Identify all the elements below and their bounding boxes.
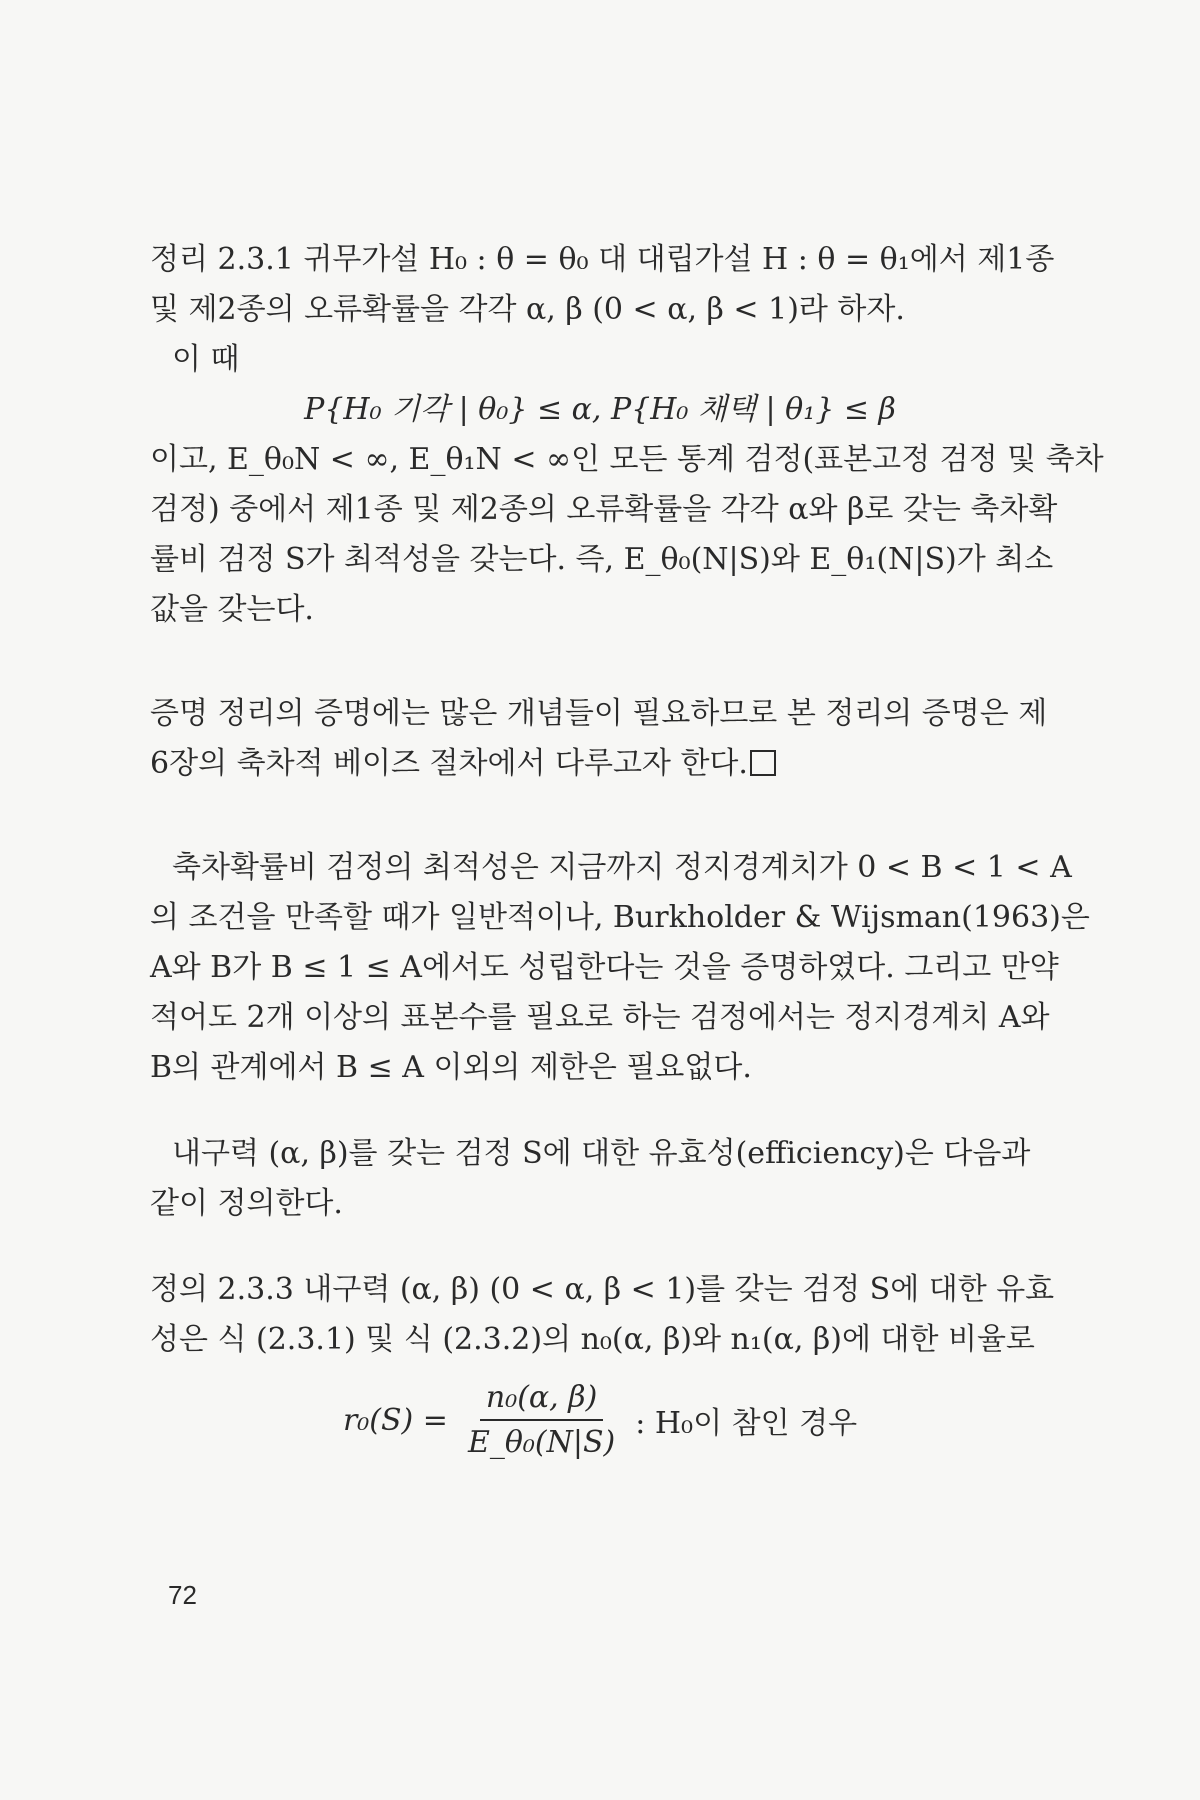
paragraph-line: 의 조건을 만족할 때가 일반적이나, Burkholder & Wijsman(1963)은 bbox=[150, 900, 1090, 935]
theorem-line: 및 제2종의 오류확률을 각각 α, β (0 < α, β < 1)라 하자. bbox=[150, 292, 905, 327]
proof bbox=[150, 689, 1050, 789]
theorem-line: 이고, E_θ₀N < ∞, E_θ₁N < ∞인 모든 통계 검정(표본고정 검정 및 축차 bbox=[150, 442, 1104, 477]
paragraph-line: A와 B가 B ≤ 1 ≤ A에서도 성립한다는 것을 증명하였다. 그리고 만약 bbox=[150, 950, 1059, 985]
paragraph-efficiency bbox=[150, 1129, 1050, 1229]
formula-numerator: n₀(α, β) bbox=[480, 1380, 603, 1421]
formula-fraction bbox=[462, 1380, 621, 1460]
paragraph-line: B의 관계에서 B ≤ A 이외의 제한은 필요없다. bbox=[150, 1050, 752, 1085]
paragraph-line: 적어도 2개 이상의 표본수를 필요로 하는 검정에서는 정지경계치 A와 bbox=[150, 1000, 1050, 1035]
paragraph-boundary bbox=[150, 843, 1090, 1093]
theorem-2-3-1 bbox=[150, 235, 1104, 635]
definition-line: 정의 2.3.3 내구력 (α, β) (0 < α, β < 1)를 갖는 검정 S에 대한 유효 bbox=[150, 1272, 1055, 1307]
proof-line: 증명 정리의 증명에는 많은 개념들이 필요하므로 본 정리의 증명은 제 bbox=[150, 696, 1048, 731]
formula-condition: : H₀이 참인 경우 bbox=[635, 1406, 858, 1441]
proof-text: 6장의 축차적 베이즈 절차에서 다루고자 한다. bbox=[150, 746, 748, 781]
paragraph-line: 축차확률비 검정의 최적성은 지금까지 정지경계치가 0 < B < 1 < A bbox=[172, 850, 1072, 885]
theorem-line: 값을 갖는다. bbox=[150, 592, 314, 627]
paragraph-line: 내구력 (α, β)를 갖는 검정 S에 대한 유효성(efficiency)은 다음과 bbox=[172, 1136, 1031, 1171]
qed-box-icon bbox=[750, 750, 776, 776]
theorem-inequality: P{H₀ 기각 | θ₀} ≤ α, P{H₀ 채택 | θ₁} ≤ β bbox=[304, 392, 896, 427]
efficiency-formula bbox=[150, 1375, 1050, 1465]
definition-2-3-3 bbox=[150, 1265, 1055, 1465]
theorem-line: 검정) 중에서 제1종 및 제2종의 오류확률을 각각 α와 β로 갖는 축차확 bbox=[150, 492, 1058, 527]
definition-line: 성은 식 (2.3.1) 및 식 (2.3.2)의 n₀(α, β)와 n₁(α, β)에 대한 비율로 bbox=[150, 1322, 1035, 1357]
theorem-line: 정리 2.3.1 귀무가설 H₀ : θ = θ₀ 대 대립가설 H : θ = θ₁에서 제1종 bbox=[150, 242, 1055, 277]
theorem-line: 이 때 bbox=[172, 342, 240, 377]
theorem-line: 률비 검정 S가 최적성을 갖는다. 즉, E_θ₀(N|S)와 E_θ₁(N|S)가 최소 bbox=[150, 542, 1054, 577]
formula-denominator: E_θ₀(N|S) bbox=[467, 1425, 616, 1460]
formula-lhs: r₀(S) = bbox=[342, 1402, 448, 1438]
proof-line-last bbox=[150, 739, 1050, 789]
paragraph-line: 같이 정의한다. bbox=[150, 1186, 343, 1221]
page-number: 72 bbox=[168, 1580, 197, 1610]
